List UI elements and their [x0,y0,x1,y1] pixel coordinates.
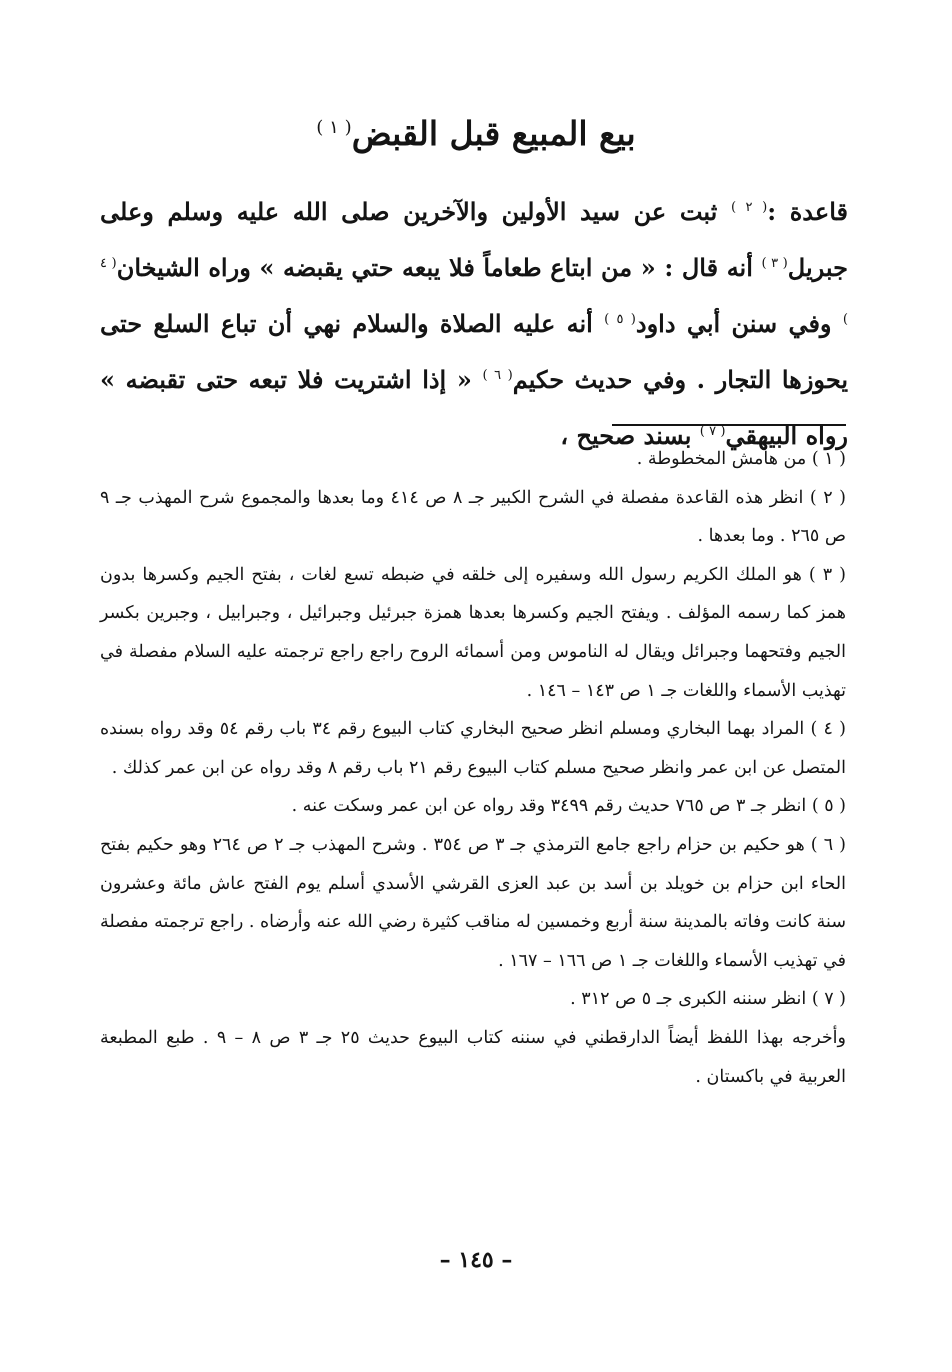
footnote-separator [612,424,846,426]
footnote-text: انظر سننه الكبرى جـ ٥ ص ٣١٢ . [570,989,812,1010]
footnote-2 [100,479,846,556]
footnote-text: هو الملك الكريم رسول الله وسفيره إلى خلقه في ضبطه تسع لغات ، بفتح الجيم وكسرها بدون همز كما رسمه المؤلف . ويفتح الجيم وكسرها بعدها همزة جبرئيل وجبرائيل ، وجبرابيل ، وجبرين بكسر الجيم وفتحهما وجبرائل ويقال له الناموس ومن أسمائه الروح راجع راجع ترجمته عليه السلام مفصلة في تهذيب الأسماء واللغات جـ ١ ص ١٤٣ – ١٤٦ . [100,564,846,701]
footnote-marker-2: ( ٢ ) [730,200,768,215]
paragraph-segment-1: ثبت عن سيد الأولين والآخرين صلى الله عليه وسلم وعلى جبريل [100,197,848,282]
footnote-text: من هامش المخطوطة . [636,449,812,469]
footnote-text: انظر جـ ٣ ص ٧٦٥ حديث رقم ٣٤٩٩ وقد رواه عن ابن عمر وسكت عنه . [291,796,812,817]
footnotes [100,440,846,1096]
footnote-marker-4: ( ٤ ) [100,256,849,327]
footnote-number: ( ٧ ) [811,989,846,1010]
footnote-text: المراد بهما البخاري ومسلم انظر صحيح البخاري كتاب البيوع رقم ٣٤ باب رقم ٥٤ وقد رواه بسنده المتصل عن ابن عمر وانظر صحيح مسلم كتاب البيوع رقم ٢١ باب رقم ٨ وقد رواه عن ابن عمر كذلك . [100,719,846,778]
footnote-marker-7: ( ٧ ) [699,424,726,439]
footnote-text: انظر هذه القاعدة مفصلة في الشرح الكبير جـ ٨ ص ٤١٤ وما بعدها والمجموع شرح المهذب جـ ٩ ص ٢٦٥ . وما بعدها . [100,487,846,547]
paragraph-segment-2: أنه قال : « من ابتاع طعاماً فلا يبعه حتي يقبضه » وراه الشيخان [116,253,762,282]
footnote-marker-5: ( ٥ ) [604,312,636,327]
footnote-text: هو حكيم بن حزام راجع جامع الترمذي جـ ٣ ص ٣٥٤ . وشرح المهذب جـ ٢ ص ٢٦٤ وهو حكيم بفتح الحاء ابن حزام بن خويلد بن أسد بن عبد العزى القرشي الأسدي أسلم يوم الفتح عاش مائة وعشرون سنة كانت وفاته بالمدينة سنة أربع وخمسين له مناقب كثيرة رضي الله عنه وأرضاه . راجع ترجمته مفصلة في تهذيب الأسماء واللغات جـ ١ ص ١٦٦ – ١٦٧ . [100,834,846,971]
footnote-6 [100,826,846,980]
footnote-marker-1: ( ١ ) [316,117,352,138]
chapter-title-text: بيع المبيع قبل القبض [351,114,636,153]
rule-label: قاعدة : [767,197,849,226]
main-paragraph [100,182,848,462]
footnote-number: ( ٢ ) [809,487,847,508]
footnote-5 [100,787,846,826]
footnote-1 [100,440,846,479]
footnote-7-continuation: وأخرجه بهذا اللفظ أيضاً الدارقطني في سننه كتاب البيوع حديث ٢٥ جـ ٣ ص ٨ – ٩ . طبع المطبعة العربية في باكستان . [100,1027,846,1087]
footnote-number: ( ٥ ) [811,796,846,817]
footnote-number: ( ٤ ) [810,719,846,740]
paragraph-segment-3: وفي سنن أبي داود [635,309,843,338]
page-number: – ١٤٥ – [439,1247,513,1273]
footnote-3 [100,556,846,710]
chapter-title [0,98,952,164]
paragraph-segment-4: أنه عليه الصلاة والسلام نهي أن تباع السلع حتى يحوزها التجار . وفي حديث حكيم [100,309,849,394]
footnote-marker-6: ( ٦ ) [482,368,513,383]
footnote-number: ( ١ ) [811,449,846,469]
footnote-4 [100,710,846,787]
footnote-marker-3: ( ٣ ) [761,256,788,271]
footnote-number: ( ٣ ) [808,564,846,585]
paragraph-segment-5: « إذا اشتريت فلا تبعه حتى تقبضه » رواه البيهقي [100,365,848,450]
footnote-number: ( ٦ ) [810,834,847,855]
footnote-7 [100,980,846,1019]
paragraph-segment-6: بسند صحيح ، [560,421,700,450]
